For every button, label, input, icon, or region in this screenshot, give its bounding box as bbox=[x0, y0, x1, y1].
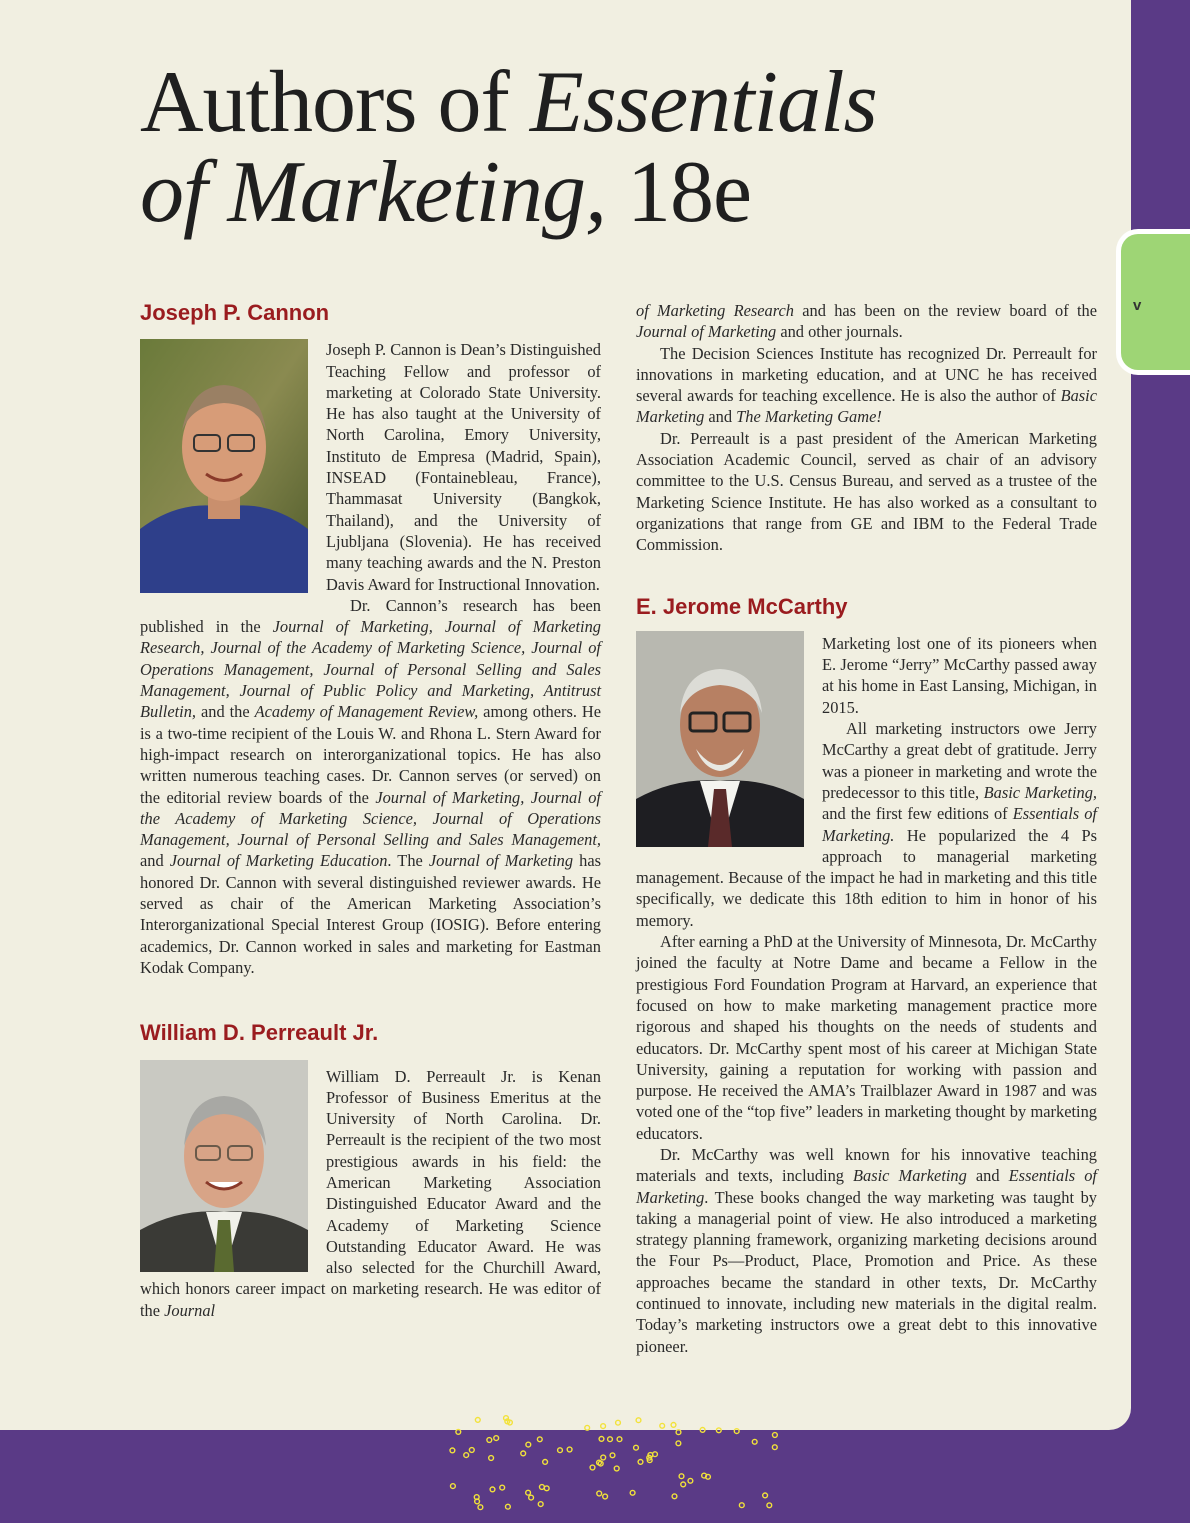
author-perreault bbox=[140, 1022, 601, 1321]
title-line2-italic: of Marketing, bbox=[140, 144, 607, 241]
author-bio-perreault-p2: The Decision Sciences Institute has recognized Dr. Perreault for innovations in marketing education, and at UNC he has received several awards for teaching excellence. He is also the author of Basic Marketing and The Marketing Game! bbox=[636, 343, 1097, 427]
author-mccarthy bbox=[636, 593, 1097, 1357]
author-bio-perreault-p3: Dr. Perreault is a past president of the American Marketing Association Academic Council, served as chair of an advisory committee to the U.S. Census Bureau, and served as a trustee of the Marketing Science Institute. He has also worked as a consultant to organizations that range from GE and IBM to the Federal Trade Commission. bbox=[636, 428, 1097, 555]
title-line1-italic: Essentials bbox=[529, 54, 877, 151]
author-bio-cannon-p1: Joseph P. Cannon is Dean’s Distinguished Teaching Fellow and professor of marketing at Colorado State University. He has also taught at the University of North Carolina, Emory University, Instituto de Empresa (Madrid, Spain), INSEAD (Fontainebleau, France), Thammasat University (Bangkok, Thailand), and the University of Ljubljana (Slovenia). He has received many teaching awards and the N. Preston Davis Award for Instructional Innovation. bbox=[326, 340, 601, 594]
left-column bbox=[140, 302, 601, 1321]
title-line1-plain: Authors of bbox=[140, 54, 530, 151]
author-bio-cannon-p2: Dr. Cannon’s research has been published in the Journal of Marketing, Journal of Marketing Research, Journal of the Academy of Marketing Science, Journal of Operations Management, Journal of Personal Selling and Sales Management, Journal of Public Policy and Marketing, Antitrust Bulletin, and the Academy of Management Review, among others. He is a two-time recipient of the Louis W. and Rhona L. Stern Award for high-impact research on interorganizational topics. He has also written numerous teaching cases. Dr. Cannon serves (or served) on the editorial review boards of the Journal of Marketing, Journal of the Academy of Marketing Science, Journal of Operations Management, Journal of Personal Selling and Sales Management, and Journal of Marketing Education. The Journal of Marketing has honored Dr. Cannon with several distinguished reviewer awards. He served as chair of the American Marketing Association’s Interorganizational Special Interest Group (IOSIG). Before entering academics, Dr. Cannon worked in sales and marketing for Eastman Kodak Company. bbox=[140, 595, 602, 977]
author-bio-perreault-p1: William D. Perreault Jr. is Kenan Professor of Business Emeritus at the University of North Carolina. Dr. Perreault is the recipient of the two most prestigious awards in his field: the American Marketing Association Distinguished Educator Award and the Academy of Marketing Science Outstanding Educator Award. He was also selected for the Churchill Award, which honors career impact on marketing research. He was editor of the Journal bbox=[140, 1066, 601, 1320]
page-number: v bbox=[1133, 297, 1142, 314]
page-number-tab bbox=[1116, 229, 1190, 375]
decorative-dots-icon bbox=[440, 1410, 800, 1520]
author-bio-mccarthy-p4: Dr. McCarthy was well known for his innovative teaching materials and texts, including Basic Marketing and Essentials of Marketing. These books changed the way marketing was taught by taking a managerial point of view. He also introduced a marketing strategy planning framework, organizing marketing decisions around the Four Ps—Product, Place, Promotion and Price. As these approaches became the standard in other texts, Dr. McCarthy continued to innovate, including new materials in the digital realm. Today’s marketing instructors owe a great debt to this innovative pioneer. bbox=[636, 1144, 1097, 1356]
author-bio-perreault-cont: of Marketing Research and has been on the review board of the Journal of Marketing and other journals. bbox=[636, 301, 1097, 342]
portrait-mccarthy-photo bbox=[636, 631, 804, 847]
author-bio-mccarthy-p3: After earning a PhD at the University of Minnesota, Dr. McCarthy joined the faculty at Notre Dame and became a Fellow in the prestigious Ford Foundation Program at Harvard, an experience that focused on how to make marketing management practice more rigorous and shaped his thoughts on the needs of students and educators. Dr. McCarthy spent most of his career at Michigan State University, gaining a reputation for working with passion and purpose. He received the AMA’s Trailblazer Award in 1987 and was voted one of the “top five” leaders in marketing thought by marketing educators. bbox=[636, 932, 1097, 1143]
author-name-perreault: William D. Perreault Jr. bbox=[140, 1020, 379, 1046]
author-bio-mccarthy-p1: Marketing lost one of its pioneers when E. Jerome “Jerry” McCarthy passed away at his home in East Lansing, Michigan, in 2015. bbox=[822, 633, 1097, 717]
author-name-mccarthy: E. Jerome McCarthy bbox=[636, 593, 848, 619]
title-line2-plain: 18e bbox=[606, 144, 752, 241]
portrait-cannon-photo bbox=[140, 339, 308, 593]
page-title bbox=[140, 54, 877, 241]
portrait-perreault-photo bbox=[140, 1060, 308, 1272]
author-cannon bbox=[140, 302, 601, 978]
author-bio-mccarthy-p2: All marketing instructors owe Jerry McCarthy a great debt of gratitude. Jerry was a pioneer in marketing and wrote the predecessor to this title, Basic Marketing, and the first few editions of Essentials of Marketing. He popularized the 4 Ps approach to managerial marketing management. Because of the impact he had in marketing and this title specifically, we dedicate this 18th edition to him in honor of his memory. bbox=[636, 719, 1097, 930]
right-column bbox=[636, 300, 1097, 1357]
author-name-cannon: Joseph P. Cannon bbox=[140, 300, 330, 325]
